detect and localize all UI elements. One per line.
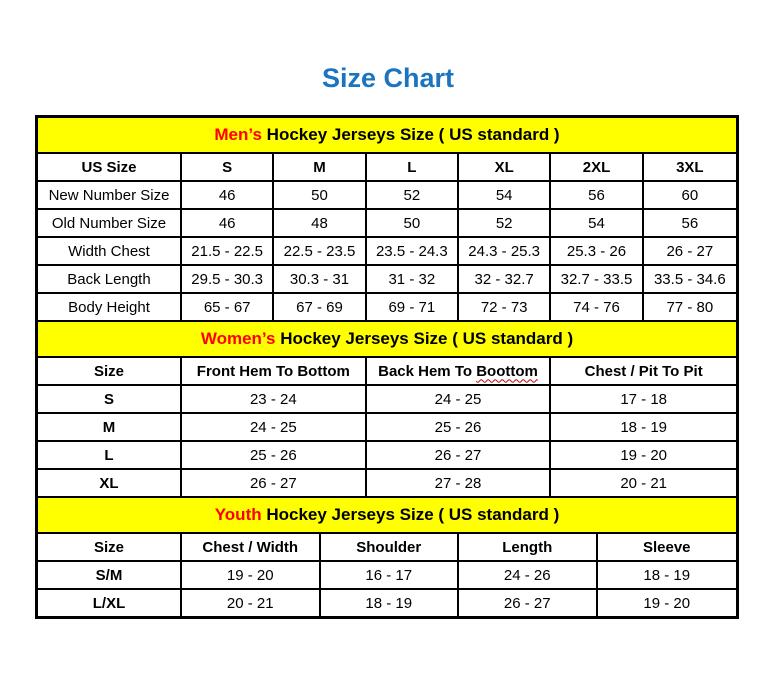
table-cell: 24 - 25 bbox=[367, 386, 552, 412]
table-row bbox=[38, 386, 736, 414]
column-header: Shoulder bbox=[321, 534, 460, 560]
mens-table bbox=[38, 118, 736, 322]
row-label: L bbox=[38, 442, 182, 468]
table-row bbox=[38, 266, 736, 294]
column-header-text: Back Hem To bbox=[378, 362, 473, 380]
table-cell: 26 - 27 bbox=[182, 470, 367, 496]
table-cell: 19 - 20 bbox=[643, 594, 691, 612]
table-cell: 26 - 27 bbox=[367, 442, 552, 468]
row-label: L/XL bbox=[38, 590, 182, 616]
youth-column-header-row bbox=[38, 534, 736, 562]
column-header: 3XL bbox=[676, 158, 704, 176]
row-label: New Number Size bbox=[38, 182, 182, 208]
table-cell: 65 - 67 bbox=[182, 294, 274, 320]
table-cell: 50 bbox=[274, 182, 366, 208]
column-header: Length bbox=[459, 534, 598, 560]
row-label: XL bbox=[38, 470, 182, 496]
table-cell: 21.5 - 22.5 bbox=[182, 238, 274, 264]
row-label: S/M bbox=[38, 562, 182, 588]
table-row bbox=[38, 442, 736, 470]
table-cell: 18 - 19 bbox=[321, 590, 460, 616]
table-cell: 23 - 24 bbox=[182, 386, 367, 412]
mens-section-title-rest: Hockey Jerseys Size ( US standard ) bbox=[261, 125, 560, 144]
column-header: Chest / Width bbox=[182, 534, 321, 560]
column-header: 2XL bbox=[551, 154, 643, 180]
table-cell: 16 - 17 bbox=[321, 562, 460, 588]
womens-column-header-row bbox=[38, 358, 736, 386]
table-cell: 52 bbox=[459, 210, 551, 236]
table-cell: 33.5 - 34.6 bbox=[653, 270, 726, 288]
column-header: L bbox=[367, 154, 459, 180]
row-label: Old Number Size bbox=[38, 210, 182, 236]
youth-section-header bbox=[38, 498, 736, 534]
row-label: Body Height bbox=[38, 294, 182, 320]
row-label: Width Chest bbox=[38, 238, 182, 264]
column-header: Front Hem To Bottom bbox=[182, 358, 367, 384]
womens-section-title-highlight: Women’s bbox=[200, 329, 276, 348]
table-cell: 50 bbox=[367, 210, 459, 236]
table-cell: 52 bbox=[367, 182, 459, 208]
table-cell: 54 bbox=[551, 210, 643, 236]
table-cell: 22.5 - 23.5 bbox=[274, 238, 366, 264]
column-header: Sleeve bbox=[642, 538, 691, 556]
mens-section-title-highlight: Men’s bbox=[214, 125, 262, 144]
column-header: US Size bbox=[38, 154, 182, 180]
column-header: Chest / Pit To Pit bbox=[584, 362, 703, 380]
table-cell: 30.3 - 31 bbox=[274, 266, 366, 292]
table-cell: 24 - 25 bbox=[182, 414, 367, 440]
column-header: XL bbox=[459, 154, 551, 180]
table-cell: 24.3 - 25.3 bbox=[459, 238, 551, 264]
column-header bbox=[367, 358, 552, 384]
table-cell: 29.5 - 30.3 bbox=[182, 266, 274, 292]
table-cell: 27 - 28 bbox=[367, 470, 552, 496]
table-cell: 25 - 26 bbox=[182, 442, 367, 468]
table-cell: 17 - 18 bbox=[620, 390, 668, 408]
misspelled-word: Boottom bbox=[476, 362, 538, 380]
page-title: Size Chart bbox=[321, 63, 455, 93]
youth-table bbox=[38, 498, 736, 616]
column-header: M bbox=[274, 154, 366, 180]
column-header: Size bbox=[38, 534, 182, 560]
table-cell: 46 bbox=[182, 210, 274, 236]
table-cell: 25.3 - 26 bbox=[551, 238, 643, 264]
table-row bbox=[38, 210, 736, 238]
table-cell: 56 bbox=[681, 214, 699, 232]
mens-section-header bbox=[38, 118, 736, 154]
womens-section-header bbox=[38, 322, 736, 358]
table-cell: 18 - 19 bbox=[643, 566, 691, 584]
table-cell: 46 bbox=[182, 182, 274, 208]
table-cell: 32 - 32.7 bbox=[459, 266, 551, 292]
table-cell: 48 bbox=[274, 210, 366, 236]
size-chart bbox=[35, 115, 739, 619]
row-label: M bbox=[38, 414, 182, 440]
table-cell: 24 - 26 bbox=[459, 562, 598, 588]
column-header: S bbox=[182, 154, 274, 180]
table-cell: 67 - 69 bbox=[274, 294, 366, 320]
table-cell: 19 - 20 bbox=[620, 446, 668, 464]
row-label: Back Length bbox=[38, 266, 182, 292]
table-cell: 60 bbox=[681, 186, 699, 204]
youth-section-title-rest: Hockey Jerseys Size ( US standard ) bbox=[261, 505, 560, 524]
table-cell: 20 - 21 bbox=[620, 474, 668, 492]
table-cell: 20 - 21 bbox=[182, 590, 321, 616]
table-cell: 31 - 32 bbox=[367, 266, 459, 292]
table-row bbox=[38, 470, 736, 498]
youth-section-title-highlight: Youth bbox=[214, 505, 262, 524]
womens-table bbox=[38, 322, 736, 498]
table-row bbox=[38, 238, 736, 266]
table-cell: 19 - 20 bbox=[182, 562, 321, 588]
womens-section-title-rest: Hockey Jerseys Size ( US standard ) bbox=[275, 329, 574, 348]
table-cell: 18 - 19 bbox=[620, 418, 668, 436]
table-row bbox=[38, 182, 736, 210]
table-row bbox=[38, 294, 736, 322]
column-header: Size bbox=[38, 358, 182, 384]
table-cell: 69 - 71 bbox=[367, 294, 459, 320]
table-row bbox=[38, 562, 736, 590]
table-cell: 54 bbox=[459, 182, 551, 208]
table-cell: 32.7 - 33.5 bbox=[551, 266, 643, 292]
table-cell: 25 - 26 bbox=[367, 414, 552, 440]
table-cell: 72 - 73 bbox=[459, 294, 551, 320]
table-row bbox=[38, 414, 736, 442]
row-label: S bbox=[38, 386, 182, 412]
table-cell: 26 - 27 bbox=[459, 590, 598, 616]
table-row bbox=[38, 590, 736, 616]
table-cell: 74 - 76 bbox=[551, 294, 643, 320]
mens-column-header-row bbox=[38, 154, 736, 182]
table-cell: 77 - 80 bbox=[666, 298, 714, 316]
table-cell: 56 bbox=[551, 182, 643, 208]
table-cell: 23.5 - 24.3 bbox=[367, 238, 459, 264]
table-cell: 26 - 27 bbox=[666, 242, 714, 260]
